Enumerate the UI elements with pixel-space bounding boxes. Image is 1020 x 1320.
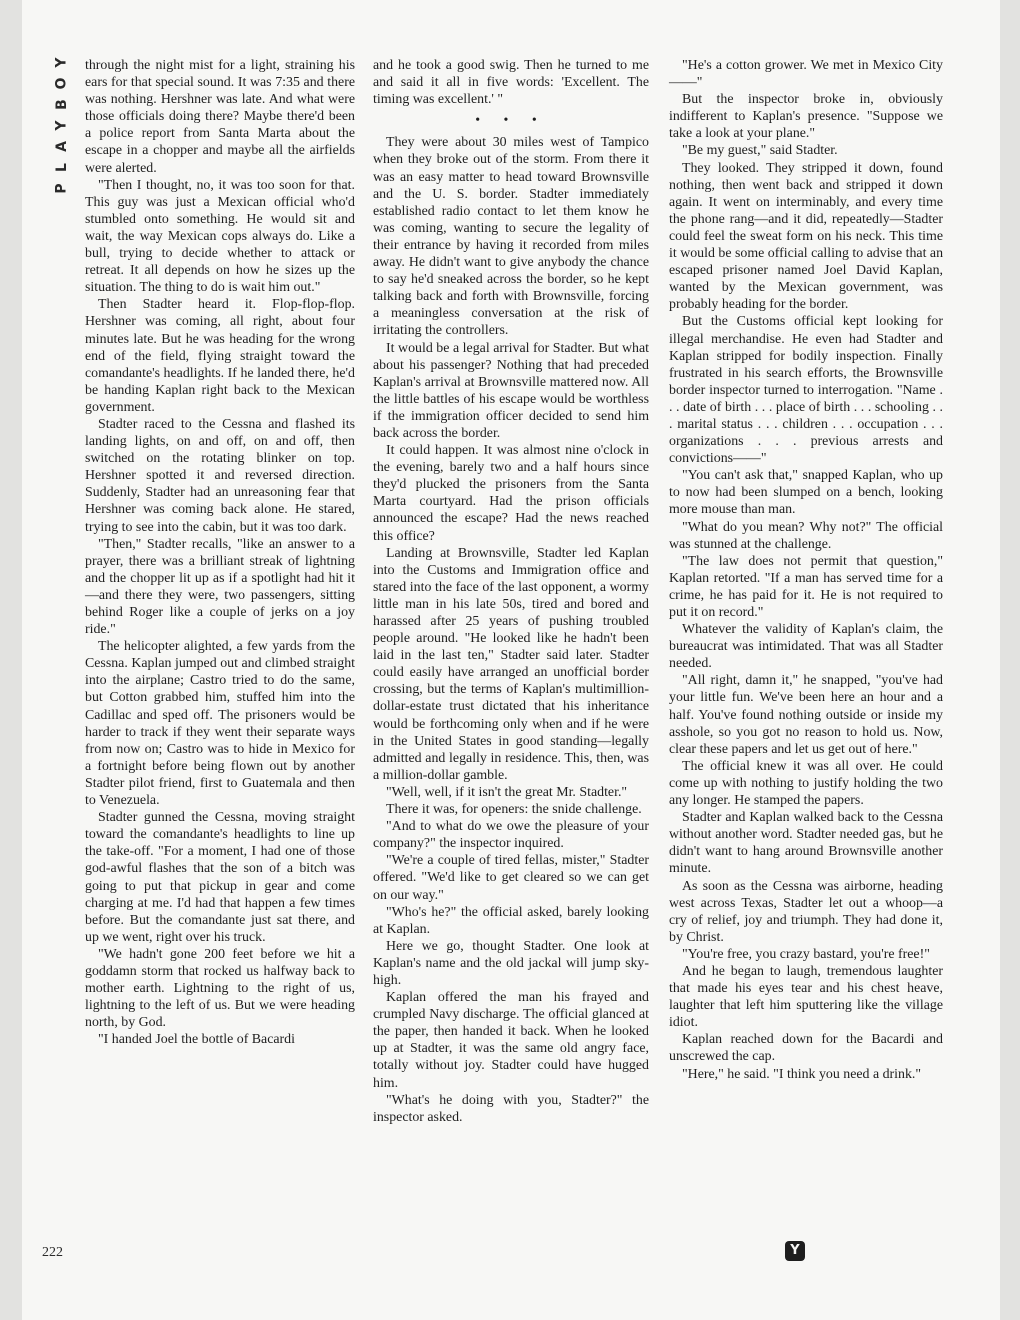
paragraph: "The law does not permit that question," Kaplan retorted. "If a man has served time for a crime, he has paid for it. He is not required to put it on record." xyxy=(669,553,943,620)
paragraph: But the inspector broke in, obviously indifferent to Kaplan's presence. "Suppose we take a look at your plane." xyxy=(669,92,943,142)
page-number: 222 xyxy=(42,1245,63,1260)
sidebar-letter: P xyxy=(53,183,70,194)
paragraph: "All right, damn it," he snapped, "you've had your little fun. We've been here an hour and a half. You've found nothing outside or inside my asshole, so you got no reason to hold us. Now, clear these papers and let us get out of here." xyxy=(669,673,943,757)
paragraph: Landing at Brownsville, Stadter led Kaplan into the Customs and Immigration office and stared into the face of the last opponent, a wormy little man in his late 50s, tired and bored and harassed after 25 years of pushing troubled people around. "He looked like he hadn't been laid in the last ten," Stadter said later. Stadter could easily have arranged an unofficial border crossing, but the terms of Kaplan's multimillion-dollar-estate trust dictated that his inheritance would be forthcoming only when and if he were in the United States in good standing—legally admitted and legally in residence. This, then, was a million-dollar gamble. xyxy=(373,545,649,783)
paragraph: They looked. They stripped it down, found nothing, then went back and stripped it down again. It went on interminably, and every time the phone rang—and it did, repeatedly—Stadter could feel the sweat form on his neck. This time it would be some official calling to advise that an escaped prisoner named Joel David Kaplan, wanted by the Mexican government, was probably heading for the border. xyxy=(669,160,944,313)
text-column-2 xyxy=(373,57,649,1126)
magazine-page xyxy=(22,0,1000,1320)
paragraph: They were about 30 miles west of Tampico when they broke out of the storm. From there it was an easy matter to head toward Brownsville and the U. S. border. Stadter immediately established radio contact to let them know he was coming, wanting to secure the legality of their entrance by having it recorded from miles away. He didn't want to give anybody the chance to say he'd sneaked across the border, so he kept talking back and forth with Brownsville, forcing a meaningless conversation at the risk of irritating the controllers. xyxy=(373,135,649,339)
paragraph: "And to what do we owe the pleasure of your company?" the inspector inquired. xyxy=(373,819,649,852)
paragraph: "Be my guest," said Stadter. xyxy=(682,143,838,159)
paragraph: Here we go, thought Stadter. One look at Kaplan's name and the old jackal will jump sky-high. xyxy=(373,938,649,988)
paragraph: "Well, well, if it isn't the great Mr. Stadter." xyxy=(386,784,628,800)
paragraph: and he took a good swig. Then he turned to me and said it all in five words: 'Excellent. The timing was excellent.' " xyxy=(373,58,649,108)
paragraph: There it was, for openers: the snide challenge. xyxy=(386,802,642,818)
paragraph: Then Stadter heard it. Flop-flop-flop. Hershner was coming, all right, about four minutes late. But he was heading for the wrong end of the field, flying straight toward the comandante's headlights. If he landed there, he'd be handing Kaplan right back to the Mexican government. xyxy=(85,297,355,415)
sidebar-letter: Y xyxy=(53,120,70,131)
end-mark-icon: Y xyxy=(785,1241,805,1261)
paragraph: "We're a couple of tired fellas, mister," Stadter offered. "We'd like to get cleared so we can get on our way." xyxy=(373,853,649,903)
paragraph: "You're free, you crazy bastard, you're free!" xyxy=(682,946,930,962)
sidebar-letter: A xyxy=(53,141,70,152)
paragraph: "Here," he said. "I think you need a drink." xyxy=(682,1066,922,1082)
paragraph: "You can't ask that," snapped Kaplan, who up to now had been slumped on a bench, looking more mouse than man. xyxy=(669,468,943,518)
paragraph: "He's a cotton grower. We met in Mexico City——" xyxy=(669,58,943,91)
paragraph: "What's he doing with you, Stadter?" the inspector asked. xyxy=(373,1092,649,1125)
sidebar-letter: O xyxy=(53,77,70,90)
paragraph: "We hadn't gone 200 feet before we hit a goddamn storm that rocked us halfway back to mother earth. Lightning to the right of us, lightning to the left of us. But we were heading north, by God. xyxy=(85,946,355,1031)
paragraph: "I handed Joel the bottle of Bacardi xyxy=(98,1032,295,1048)
paragraph: It would be a legal arrival for Stadter. But what about his passenger? Nothing that had preceded Kaplan's arrival at Brownsville mattered now. All the little battles of his escape would be worthless if the immigration officer decided to send him back across the border. xyxy=(373,340,649,441)
paragraph: Kaplan offered the man his frayed and crumpled Navy discharge. The official glanced at the paper, then handed it back. When he looked up at Stadter, it was the same old angry face, totally without joy. Stadter could have hugged him. xyxy=(373,990,649,1091)
paragraph: Stadter gunned the Cessna, moving straight toward the comandante's headlights to line up the take-off. "For a moment, I had one of those god-awful flashes that the son of a bitch was going to put that pickup in gear and come charging at me. I'd had that happen a few times before. But the comandante just sat there, and up we went, right over his truck. xyxy=(85,810,355,945)
paragraph: "Then I thought, no, it was too soon for that. This guy was just a Mexican official who'd stumbled onto something. He would sit and wait, the way Mexican cops always do. Like a bull, trying to decide whether to attack or retreat. It all depends on how he sizes up the situation. The thing to do is wait him out." xyxy=(85,177,355,296)
paragraph: And he began to laugh, tremendous laughter that made his eyes tear and his chest heave, laughter that left him sputtering like the village idiot. xyxy=(669,963,943,1031)
magazine-name-vertical xyxy=(52,52,72,199)
text-column-3 xyxy=(669,57,943,1083)
paragraph: Stadter and Kaplan walked back to the Cessna without another word. Stadter needed gas, but he didn't want to hang around Brownsville another minute. xyxy=(669,810,943,877)
paragraph: • • • xyxy=(475,113,547,129)
paragraph: The helicopter alighted, a few yards from the Cessna. Kaplan jumped out and climbed straight into the airplane; Castro tried to do the same, but Cotton grabbed him, stuffed him into the Cadillac and sped off. The prisoners would be harder to track if they went their separate ways from now on; Castro was to hide in Mexico for a fortnight before being flown out by another Stadter pilot friend, first to Guatemala and then to Venezuela. xyxy=(85,639,355,809)
sidebar-letter: L xyxy=(53,163,70,172)
paragraph: through the night mist for a light, straining his ears for that special sound. It was 7:35 and there was nothing. Hershner was late. And what were those officials doing there? Maybe there'd been a police report from Santa Marta about the escape in a chopper and maybe all the airfields were alerted. xyxy=(85,58,355,176)
text-column-1 xyxy=(85,57,355,1048)
paragraph: But the Customs official kept looking for illegal merchandise. He even had Stadter and Kaplan stripped for bodily inspection. Finally frustrated in his search efforts, the Brownsville border inspector turned to interrogation. "Name . . . date of birth . . . place of birth . . . schooling . . . marital status . . . children . . . occupation . . . organizations . . . previous arrests and convictions——" xyxy=(669,314,943,467)
paragraph: As soon as the Cessna was airborne, heading west across Texas, Stadter let out a whoop—a cry of relief, joy and triumph. They had done it, by Christ. xyxy=(669,878,943,945)
paragraph: Whatever the validity of Kaplan's claim, the bureaucrat was intimidated. That was all Stadter needed. xyxy=(669,622,943,672)
paragraph: Stadter raced to the Cessna and flashed its landing lights, on and off, on and off, then switched on the rotating blinker on top. Hershner spotted it and reversed direction. Suddenly, Stadter had an unreasoning fear that Hershner was coming back alone. He stared, trying to see into the cabin, but it was too dark. xyxy=(85,416,355,535)
paragraph: Kaplan reached down for the Bacardi and unscrewed the cap. xyxy=(669,1032,943,1065)
paragraph: "What do you mean? Why not?" The official was stunned at the challenge. xyxy=(669,519,943,552)
paragraph: "Then," Stadter recalls, "like an answer to a prayer, there was a brilliant streak of lightning and the chopper lit up as if a spotlight had hit it—and there they were, two passengers, sitting behind Roger like a couple of jerks on a joy ride." xyxy=(85,536,355,638)
paragraph: It could happen. It was almost nine o'clock in the evening, barely two and a half hours since they'd plucked the prisoners from the Santa Marta courtyard. Had the prison officials announced the escape? Had the news reached this office? xyxy=(373,443,649,544)
paragraph: The official knew it was all over. He could come up with nothing to justify holding the two any longer. He stamped the papers. xyxy=(669,758,943,809)
sidebar-letter: B xyxy=(53,99,70,110)
sidebar-letter: Y xyxy=(53,57,70,68)
paragraph: "Who's he?" the official asked, barely looking at Kaplan. xyxy=(373,904,649,937)
